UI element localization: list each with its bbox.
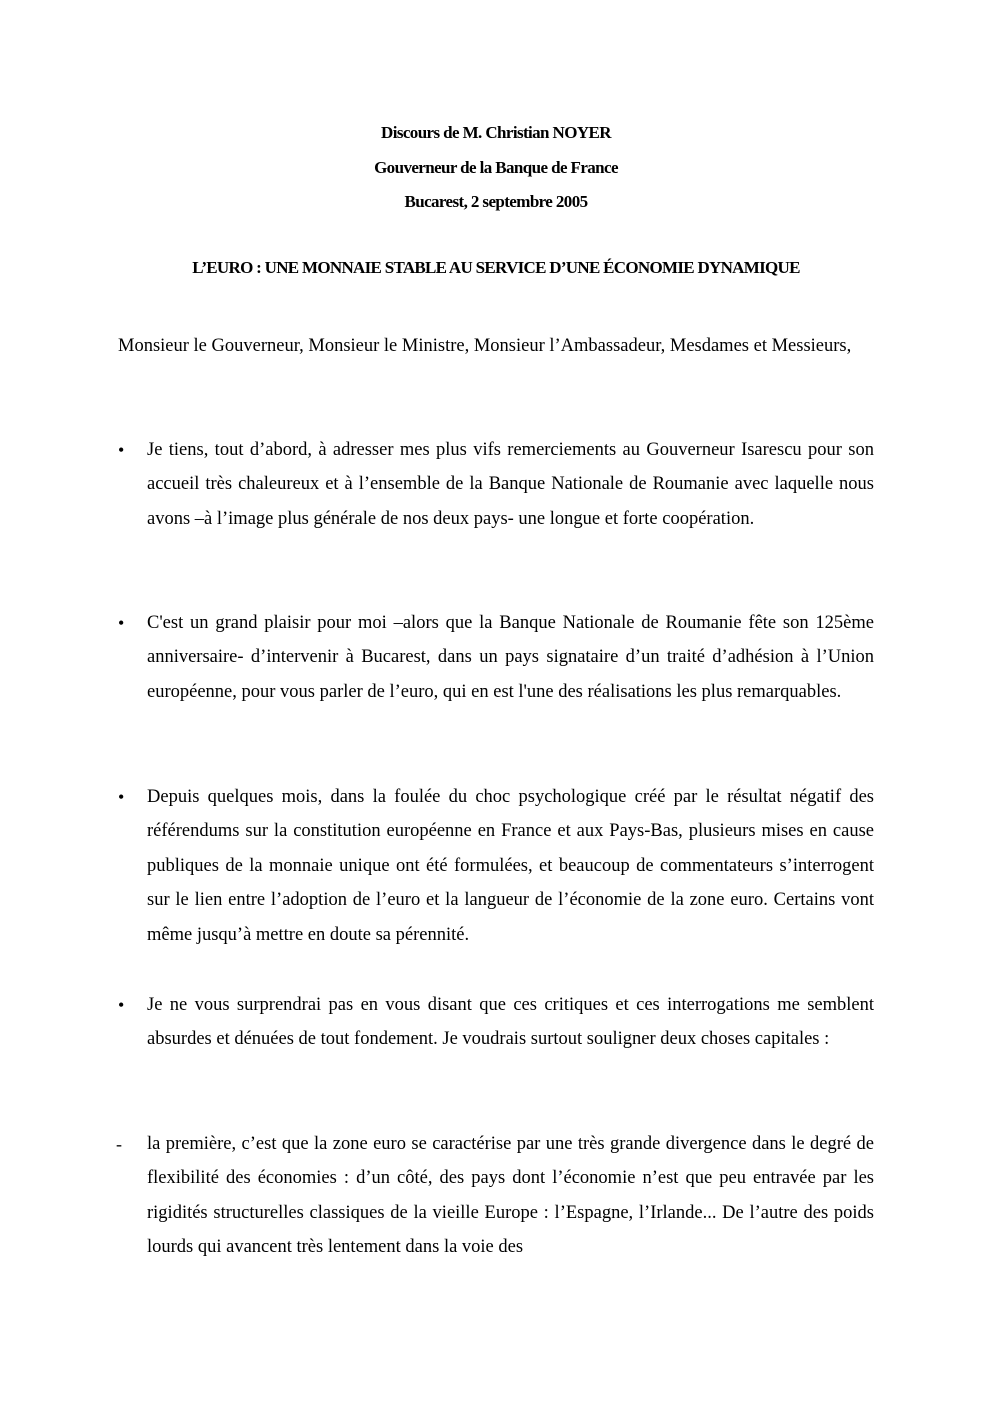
speaker-line: Discours de M. Christian NOYER xyxy=(381,123,611,142)
bullet-marker: • xyxy=(118,995,125,1015)
bullet-item-1 xyxy=(118,433,874,536)
bullet-text: C'est un grand plaisir pour moi –alors que la Banque Nationale de Roumanie fête son 125ème anniversaire- d’intervenir à Bucarest, dans un pays signataire d’un traité d’adhésion à l’Union européenne, pour vous parler de l’euro, qui en est l'une des réalisations les plus remarquables. xyxy=(147,613,874,702)
bullet-text: Depuis quelques mois, dans la foulée du choc psychologique créé par le résultat négatif des référendums sur la constitution européenne en France et aux Pays-Bas, plusieurs mises en cause publiques de la monnaie unique ont été formulées, et beaucoup de commentateurs s’interrogent sur le lien entre l’adoption de l’euro et la langueur de l’économie de la zone euro. Certains vont même jusqu’à mettre en doute sa pérennité. xyxy=(147,787,874,945)
speech-header xyxy=(0,116,992,220)
speech-title: L’EURO : UNE MONNAIE STABLE AU SERVICE D’UNE ÉCONOMIE DYNAMIQUE xyxy=(192,258,800,277)
dash-item-1 xyxy=(116,1127,874,1265)
salutation-paragraph: Monsieur le Gouverneur, Monsieur le Ministre, Monsieur l’Ambassadeur, Mesdames et Messieurs, xyxy=(118,336,852,356)
bullet-text: Je ne vous surprendrai pas en vous disant que ces critiques et ces interrogations me semblent absurdes et dénuées de tout fondement. Je voudrais surtout souligner deux choses capitales : xyxy=(147,995,874,1050)
bullet-text: Je tiens, tout d’abord, à adresser mes plus vifs remerciements au Gouverneur Isarescu pour son accueil très chaleureux et à l’ensemble de la Banque Nationale de Roumanie avec laquelle nous avons –à l’image plus générale de nos deux pays- une longue et forte coopération. xyxy=(147,440,874,529)
bullet-item-3 xyxy=(118,780,874,952)
bullet-item-2 xyxy=(118,606,874,709)
dash-item-text: la première, c’est que la zone euro se caractérise par une très grande divergence dans le degré de flexibilité des économies : d’un côté, des pays dont l’économie n’est que peu entravée par les rigidités structurelles classiques de la vieille Europe : l’Espagne, l’Irlande... De l’autre des poids lourds qui avancent très lentement dans la voie des xyxy=(147,1134,874,1258)
dash-marker: - xyxy=(116,1134,122,1154)
bullet-marker: • xyxy=(118,440,125,460)
place-date-line: Bucarest, 2 septembre 2005 xyxy=(404,192,588,211)
speaker-role-line: Gouverneur de la Banque de France xyxy=(374,157,618,177)
bullet-marker: • xyxy=(118,613,125,633)
bullet-item-4 xyxy=(118,988,874,1057)
bullet-marker: • xyxy=(118,787,125,807)
